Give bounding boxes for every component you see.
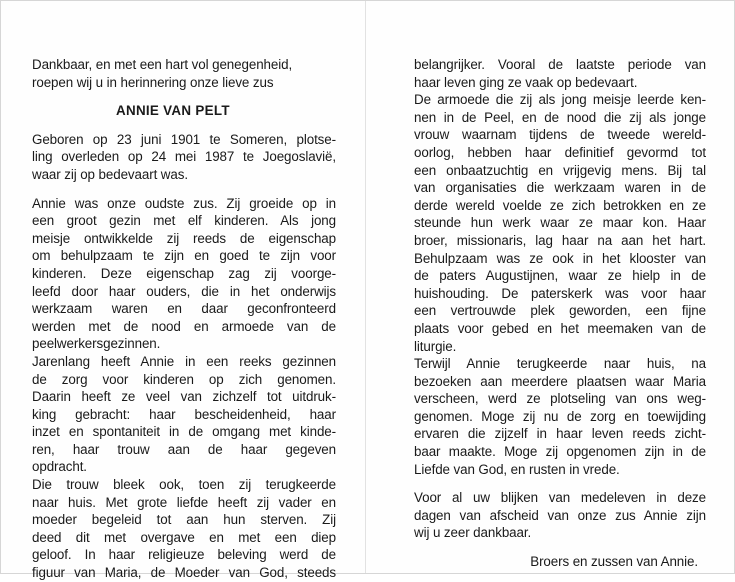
text-line: steunde hun werk waar ze maar kon. Haar: [414, 215, 706, 231]
text-line: moeder begeleid tot aan hun sterven. Zij: [32, 512, 336, 528]
card-fold: [365, 1, 366, 573]
text-line: meisje ontwikkelde zij reeds de eigenschap: [32, 230, 336, 246]
text-line: een onbaatzuchtig en vrijgevig mens. Bij tal: [414, 162, 706, 178]
text-line: ervaren die zijzelf in haar leven reeds zicht-: [414, 426, 706, 442]
text-line: plaats voor gebed en het meemaken van de: [414, 320, 706, 336]
text-line: De armoede die zij als jong meisje leerde ken-: [414, 92, 706, 108]
text-line: werden met de nood en armoede van de: [32, 318, 336, 334]
left-column: [32, 56, 336, 582]
text-line: kinderen. Deze eigenschap zag zij voorge-: [32, 265, 336, 281]
text-line: geloof. In haar religieuze beleving werd de: [32, 547, 336, 563]
signature: Broers en zussen van Annie.: [530, 554, 698, 570]
left-paragraph: [32, 195, 336, 582]
text-line: huishouding. De paterskerk was voor haar: [414, 285, 706, 301]
thanks-line: Voor al uw blijken van medeleven in deze: [414, 490, 706, 506]
text-line: king gebracht: haar bescheidenheid, haar: [32, 406, 336, 422]
right-paragraph: [414, 56, 706, 478]
text-line: de zorg voor kinderen op zich genomen.: [32, 371, 336, 387]
text-line: van organisaties die werkzaam waren in de: [414, 180, 706, 196]
text-line: broer, missionaris, lag haar na aan het hart.: [414, 232, 706, 248]
text-line: een vertrouwde plek geworden, een fijne: [414, 303, 706, 319]
text-line: derde wereld voelde ze zich betrokken en ze: [414, 197, 706, 213]
text-line: haar leven ging ze vaak op bedevaart.: [414, 74, 638, 90]
text-line: figuur van Maria, de Moeder van God, steeds: [32, 565, 336, 581]
text-line: vrouw waarnam tijdens de tweede wereld-: [414, 127, 706, 143]
text-line: Annie was onze oudste zus. Zij groeide op in: [32, 195, 336, 211]
birth-line: ling overleden op 24 mei 1987 te Joegoslavië,: [32, 149, 336, 165]
text-line: leefd door haar ouders, die in het onderwijs: [32, 283, 336, 299]
text-line: de paters Augustijnen, waar ze hielp in de: [414, 268, 706, 284]
thanks-line: wij u zeer dankbaar.: [414, 525, 532, 541]
text-line: oorlog, hebben haar definitief gevormd tot: [414, 144, 706, 160]
text-line: verscheen, werd ze plotseling van ons weg-: [414, 391, 706, 407]
text-line: ren, haar trouw aan de haar gegeven: [32, 441, 336, 457]
text-line: Die trouw bleek ook, toen zij terugkeerde: [32, 477, 336, 493]
birth-line: waar zij op bedevaart was.: [32, 166, 188, 182]
text-line: Terwijl Annie terugkeerde naar huis, na: [414, 356, 706, 372]
text-line: naar huis. Met grote liefde heeft zij vader en: [32, 494, 336, 510]
text-line: opdracht.: [32, 459, 87, 475]
text-line: genomen. Moge zij nu de zorg en toewijding: [414, 408, 706, 424]
text-line: liturgie.: [414, 338, 457, 354]
text-line: werkzaam waren en daar geconfronteerd: [32, 301, 336, 317]
text-line: Behulpzaam was ze ook in het klooster van: [414, 250, 706, 266]
text-line: peelwerkersgezinnen.: [32, 336, 161, 352]
text-line: deed dit met overgave en met een diep: [32, 529, 336, 545]
text-line: Jarenlang heeft Annie in een reeks gezinnen: [32, 353, 336, 369]
intro-line: roepen wij u in herinnering onze lieve zus: [32, 74, 274, 90]
text-line: nen in de Peel, en de nood die zij als jonge: [414, 109, 706, 125]
text-line: een groot gezin met elf kinderen. Als jong: [32, 213, 336, 229]
text-line: inzet en spontaniteit in de omgang met kinde-: [32, 424, 336, 440]
thanks-line: dagen van afscheid van onze zus Annie zijn: [414, 507, 706, 523]
right-column: [414, 56, 706, 571]
text-line: om behulpzaam te zijn en goed te zijn voor: [32, 248, 336, 264]
deceased-name: ANNIE VAN PELT: [116, 103, 230, 119]
text-line: bezoeken aan meerdere plaatsen waar Maria: [414, 373, 706, 389]
text-line: baar maakte. Moge zij opgenomen zijn in de: [414, 444, 706, 460]
birth-line: Geboren op 23 juni 1901 te Someren, plotse-: [32, 131, 336, 147]
intro-line: Dankbaar, en met een hart vol genegenheid,: [32, 57, 293, 72]
text-line: Daarin heeft ze veel van zichzelf tot uitdruk-: [32, 389, 336, 405]
text-line: Liefde van God, en rusten in vrede.: [414, 461, 620, 477]
text-line: belangrijker. Vooral de laatste periode van: [414, 57, 706, 72]
